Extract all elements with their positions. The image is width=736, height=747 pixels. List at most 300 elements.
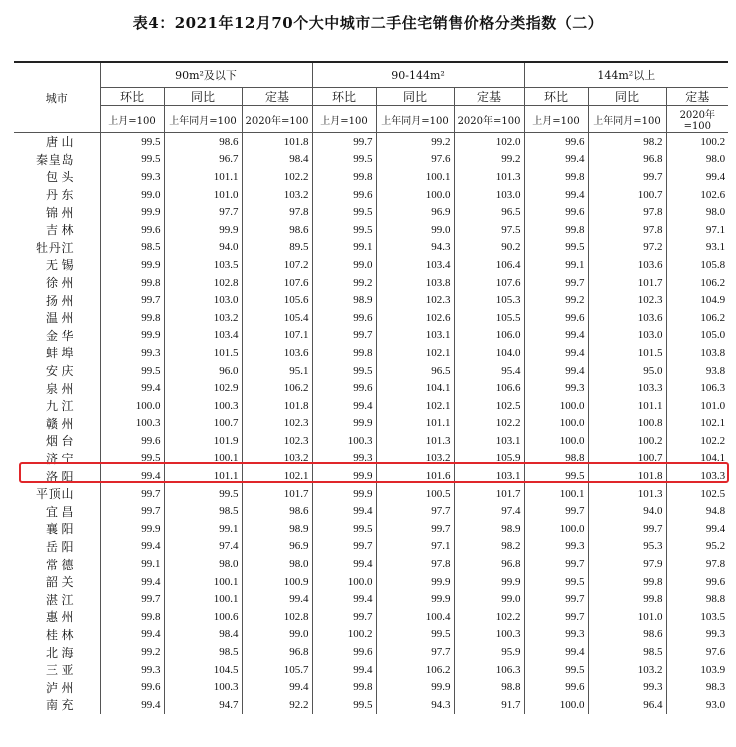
table-row (14, 256, 728, 274)
sub-header-fixed: 定基 (242, 88, 312, 106)
index-value-cell: 102.3 (242, 415, 312, 433)
index-value-cell: 103.6 (588, 309, 666, 327)
index-value-cell: 94.3 (376, 239, 454, 257)
index-value-cell: 97.7 (164, 203, 242, 221)
city-name-cell: 烟台 (46, 434, 74, 449)
index-value-cell: 98.9 (312, 291, 376, 309)
table-row (14, 520, 728, 538)
table-row (14, 696, 728, 714)
index-value-cell: 99.6 (524, 309, 588, 327)
index-value-cell: 100.1 (164, 573, 242, 591)
index-value-cell: 102.1 (376, 344, 454, 362)
index-value-cell: 99.6 (100, 678, 164, 696)
index-value-cell: 98.3 (666, 678, 728, 696)
table-row (14, 203, 728, 221)
index-value-cell: 102.2 (454, 608, 524, 626)
index-value-cell: 104.1 (376, 379, 454, 397)
index-value-cell: 99.4 (524, 362, 588, 380)
index-value-cell: 100.7 (588, 186, 666, 204)
index-value-cell: 99.4 (100, 467, 164, 485)
base-header-last-month: 上月=100 (524, 106, 588, 133)
index-value-cell: 103.1 (454, 467, 524, 485)
index-value-cell: 99.1 (164, 520, 242, 538)
index-value-cell: 99.8 (524, 168, 588, 186)
index-value-cell: 105.7 (242, 661, 312, 679)
index-value-cell: 94.0 (164, 239, 242, 257)
index-value-cell: 99.9 (376, 590, 454, 608)
index-value-cell: 107.2 (242, 256, 312, 274)
index-value-cell: 99.6 (100, 432, 164, 450)
index-value-cell: 102.3 (242, 432, 312, 450)
sub-header-mom: 环比 (100, 88, 164, 106)
index-value-cell: 99.4 (312, 502, 376, 520)
index-value-cell: 106.2 (376, 661, 454, 679)
index-value-cell: 101.5 (588, 344, 666, 362)
base-header-last-year: 上年同月=100 (376, 106, 454, 133)
index-value-cell: 103.1 (376, 327, 454, 345)
base-header-last-month: 上月=100 (312, 106, 376, 133)
index-value-cell: 98.0 (164, 555, 242, 573)
index-value-cell: 99.9 (100, 203, 164, 221)
base-header-2020: 2020年=100 (454, 106, 524, 133)
table-row (14, 291, 728, 309)
index-value-cell: 102.5 (666, 485, 728, 503)
index-value-cell: 99.9 (312, 485, 376, 503)
index-value-cell: 99.9 (454, 573, 524, 591)
index-value-cell: 99.6 (312, 186, 376, 204)
index-value-cell: 99.5 (100, 133, 164, 151)
table-row (14, 643, 728, 661)
index-value-cell: 105.0 (666, 327, 728, 345)
table-row (14, 274, 728, 292)
group-header-small: 90m²及以下 (100, 62, 312, 88)
index-value-cell: 104.0 (454, 344, 524, 362)
index-value-cell: 99.6 (312, 379, 376, 397)
index-value-cell: 99.9 (376, 573, 454, 591)
index-value-cell: 99.4 (242, 590, 312, 608)
index-value-cell: 100.1 (376, 168, 454, 186)
index-value-cell: 104.5 (164, 661, 242, 679)
index-value-cell: 99.0 (454, 590, 524, 608)
index-value-cell: 97.4 (454, 502, 524, 520)
index-value-cell: 100.1 (164, 590, 242, 608)
index-value-cell: 99.6 (666, 573, 728, 591)
city-name-cell: 宜昌 (46, 504, 74, 519)
index-value-cell: 106.2 (666, 274, 728, 292)
index-value-cell: 101.1 (164, 467, 242, 485)
index-value-cell: 100.7 (588, 450, 666, 468)
index-value-cell: 95.9 (454, 643, 524, 661)
index-value-cell: 89.5 (242, 239, 312, 257)
index-value-cell: 99.7 (312, 608, 376, 626)
index-value-cell: 99.4 (666, 520, 728, 538)
city-name-cell: 泉州 (46, 381, 74, 396)
index-value-cell: 105.9 (454, 450, 524, 468)
index-value-cell: 95.3 (588, 538, 666, 556)
index-value-cell: 101.1 (376, 415, 454, 433)
index-value-cell: 103.8 (666, 344, 728, 362)
index-value-cell: 99.3 (666, 626, 728, 644)
index-value-cell: 99.5 (312, 221, 376, 239)
index-value-cell: 100.3 (454, 626, 524, 644)
index-value-cell: 100.8 (588, 415, 666, 433)
index-value-cell: 99.5 (100, 362, 164, 380)
index-value-cell: 99.6 (312, 309, 376, 327)
index-value-cell: 96.4 (588, 696, 666, 714)
table-row (14, 309, 728, 327)
city-name-cell: 锦州 (46, 205, 74, 220)
index-value-cell: 103.3 (666, 467, 728, 485)
index-value-cell: 102.9 (164, 379, 242, 397)
index-value-cell: 99.2 (454, 151, 524, 169)
index-value-cell: 99.7 (524, 274, 588, 292)
index-value-cell: 99.7 (524, 555, 588, 573)
index-value-cell: 99.7 (100, 502, 164, 520)
table-row (14, 344, 728, 362)
index-value-cell: 102.6 (376, 309, 454, 327)
city-name-cell: 岳阳 (46, 539, 74, 554)
index-value-cell: 98.4 (164, 626, 242, 644)
index-value-cell: 103.2 (242, 450, 312, 468)
index-value-cell: 99.3 (100, 168, 164, 186)
index-value-cell: 100.4 (376, 608, 454, 626)
index-value-cell: 99.5 (524, 573, 588, 591)
index-value-cell: 99.5 (100, 151, 164, 169)
price-index-table-wrapper (14, 61, 728, 714)
base-header-2020: 2020年=100 (666, 106, 728, 133)
index-value-cell: 101.5 (164, 344, 242, 362)
index-value-cell: 103.6 (588, 256, 666, 274)
index-value-cell: 98.2 (454, 538, 524, 556)
index-value-cell: 99.1 (524, 256, 588, 274)
index-value-cell: 97.6 (376, 151, 454, 169)
index-value-cell: 99.5 (312, 203, 376, 221)
index-value-cell: 100.3 (164, 397, 242, 415)
index-value-cell: 99.7 (376, 520, 454, 538)
index-value-cell: 99.4 (524, 344, 588, 362)
index-value-cell: 99.5 (376, 626, 454, 644)
table-row (14, 379, 728, 397)
index-value-cell: 99.7 (588, 520, 666, 538)
index-value-cell: 99.2 (524, 291, 588, 309)
index-value-cell: 98.2 (588, 133, 666, 151)
index-value-cell: 99.7 (524, 590, 588, 608)
index-value-cell: 102.5 (454, 397, 524, 415)
index-value-cell: 94.8 (666, 502, 728, 520)
index-value-cell: 98.5 (164, 502, 242, 520)
index-value-cell: 101.0 (666, 397, 728, 415)
index-value-cell: 103.5 (666, 608, 728, 626)
index-value-cell: 99.5 (312, 151, 376, 169)
index-value-cell: 99.4 (100, 573, 164, 591)
index-value-cell: 99.8 (524, 221, 588, 239)
table-row (14, 168, 728, 186)
index-value-cell: 103.4 (164, 327, 242, 345)
index-value-cell: 105.6 (242, 291, 312, 309)
sub-header-yoy: 同比 (164, 88, 242, 106)
index-value-cell: 100.0 (524, 397, 588, 415)
index-value-cell: 101.7 (454, 485, 524, 503)
city-name-cell: 丹东 (46, 188, 74, 203)
index-value-cell: 106.2 (242, 379, 312, 397)
table-row (14, 397, 728, 415)
index-value-cell: 101.3 (588, 485, 666, 503)
index-value-cell: 99.0 (100, 186, 164, 204)
index-value-cell: 102.8 (164, 274, 242, 292)
table-row (14, 432, 728, 450)
index-value-cell: 101.8 (588, 467, 666, 485)
city-name-cell: 牡丹江 (36, 240, 74, 255)
index-value-cell: 99.4 (312, 397, 376, 415)
index-value-cell: 97.8 (588, 221, 666, 239)
index-value-cell: 103.0 (164, 291, 242, 309)
index-value-cell: 99.7 (588, 168, 666, 186)
index-value-cell: 99.9 (312, 467, 376, 485)
index-value-cell: 99.7 (100, 590, 164, 608)
index-value-cell: 103.8 (376, 274, 454, 292)
index-value-cell: 97.5 (454, 221, 524, 239)
index-value-cell: 99.3 (524, 538, 588, 556)
index-value-cell: 102.2 (666, 432, 728, 450)
index-value-cell: 102.1 (376, 397, 454, 415)
index-value-cell: 95.4 (454, 362, 524, 380)
table-row (14, 678, 728, 696)
index-value-cell: 102.1 (666, 415, 728, 433)
index-value-cell: 102.2 (454, 415, 524, 433)
index-value-cell: 99.8 (312, 344, 376, 362)
index-value-cell: 101.1 (588, 397, 666, 415)
index-value-cell: 100.0 (524, 520, 588, 538)
table-title: 表4：2021年12月70个大中城市二手住宅销售价格分类指数（二） (132, 14, 604, 32)
city-name-cell: 蚌埠 (46, 346, 74, 361)
index-value-cell: 105.4 (242, 309, 312, 327)
sub-header-yoy: 同比 (376, 88, 454, 106)
table-row (14, 133, 728, 151)
table-row (14, 538, 728, 556)
index-value-cell: 101.7 (242, 485, 312, 503)
index-value-cell: 96.5 (454, 203, 524, 221)
index-value-cell: 103.2 (588, 661, 666, 679)
base-header-last-year: 上年同月=100 (588, 106, 666, 133)
index-value-cell: 102.1 (242, 467, 312, 485)
table-body (14, 133, 728, 714)
index-value-cell: 101.3 (454, 168, 524, 186)
index-value-cell: 103.2 (376, 450, 454, 468)
index-value-cell: 102.3 (588, 291, 666, 309)
city-name-cell: 金华 (46, 328, 74, 343)
index-value-cell: 96.8 (242, 643, 312, 661)
index-value-cell: 103.1 (454, 432, 524, 450)
index-value-cell: 99.5 (312, 520, 376, 538)
index-value-cell: 99.6 (524, 133, 588, 151)
table-row (14, 362, 728, 380)
index-value-cell: 99.5 (524, 239, 588, 257)
index-value-cell: 99.4 (100, 626, 164, 644)
index-value-cell: 99.8 (100, 309, 164, 327)
index-value-cell: 106.3 (666, 379, 728, 397)
index-value-cell: 99.3 (524, 379, 588, 397)
index-value-cell: 99.0 (376, 221, 454, 239)
index-value-cell: 102.6 (666, 186, 728, 204)
index-value-cell: 100.0 (100, 397, 164, 415)
city-name-cell: 惠州 (46, 610, 74, 625)
index-value-cell: 103.3 (588, 379, 666, 397)
index-value-cell: 94.0 (588, 502, 666, 520)
city-name-cell: 常德 (46, 557, 74, 572)
index-value-cell: 97.6 (666, 643, 728, 661)
city-name-cell: 唐山 (46, 135, 74, 150)
table-row (14, 590, 728, 608)
index-value-cell: 90.2 (454, 239, 524, 257)
table-row (14, 485, 728, 503)
city-name-cell: 襄阳 (46, 522, 74, 537)
index-value-cell: 99.2 (100, 643, 164, 661)
city-name-cell: 温州 (46, 311, 74, 326)
index-value-cell: 97.2 (588, 239, 666, 257)
index-value-cell: 99.4 (524, 643, 588, 661)
index-value-cell: 97.8 (242, 203, 312, 221)
table-row (14, 661, 728, 679)
index-value-cell: 99.5 (164, 485, 242, 503)
index-value-cell: 104.1 (666, 450, 728, 468)
index-value-cell: 105.3 (454, 291, 524, 309)
index-value-cell: 99.7 (100, 291, 164, 309)
index-value-cell: 96.8 (454, 555, 524, 573)
index-value-cell: 105.5 (454, 309, 524, 327)
index-value-cell: 101.1 (164, 168, 242, 186)
index-value-cell: 103.5 (164, 256, 242, 274)
index-value-cell: 99.8 (100, 608, 164, 626)
index-value-cell: 104.9 (666, 291, 728, 309)
index-value-cell: 101.8 (242, 133, 312, 151)
index-value-cell: 96.8 (588, 151, 666, 169)
index-value-cell: 96.5 (376, 362, 454, 380)
index-value-cell: 101.7 (588, 274, 666, 292)
index-value-cell: 100.0 (524, 432, 588, 450)
city-name-cell: 赣州 (46, 416, 74, 431)
index-value-cell: 99.4 (312, 661, 376, 679)
group-header-medium: 90-144m² (312, 62, 524, 88)
index-value-cell: 95.0 (588, 362, 666, 380)
index-value-cell: 98.6 (588, 626, 666, 644)
city-name-cell: 包头 (46, 170, 74, 185)
table-row (14, 555, 728, 573)
table-row (14, 467, 728, 485)
index-value-cell: 107.1 (242, 327, 312, 345)
table-row (14, 573, 728, 591)
index-value-cell: 105.8 (666, 256, 728, 274)
index-value-cell: 99.3 (588, 678, 666, 696)
index-value-cell: 97.4 (164, 538, 242, 556)
index-value-cell: 102.8 (242, 608, 312, 626)
table-row (14, 186, 728, 204)
city-name-cell: 泸州 (46, 680, 74, 695)
index-value-cell: 101.6 (376, 467, 454, 485)
index-value-cell: 99.3 (100, 344, 164, 362)
index-value-cell: 99.3 (312, 450, 376, 468)
index-value-cell: 102.3 (376, 291, 454, 309)
index-value-cell: 99.8 (588, 590, 666, 608)
index-value-cell: 99.6 (100, 221, 164, 239)
index-value-cell: 100.9 (242, 573, 312, 591)
index-value-cell: 103.0 (588, 327, 666, 345)
index-value-cell: 101.9 (164, 432, 242, 450)
index-value-cell: 96.9 (242, 538, 312, 556)
index-value-cell: 99.5 (312, 696, 376, 714)
index-value-cell: 99.9 (312, 415, 376, 433)
index-value-cell: 99.4 (100, 379, 164, 397)
table-row (14, 626, 728, 644)
index-value-cell: 100.7 (164, 415, 242, 433)
index-value-cell: 99.7 (524, 608, 588, 626)
table-row (14, 450, 728, 468)
table-row (14, 239, 728, 257)
index-value-cell: 99.4 (524, 327, 588, 345)
index-value-cell: 98.0 (666, 151, 728, 169)
index-value-cell: 99.4 (100, 538, 164, 556)
city-name-cell: 桂林 (46, 627, 74, 642)
city-name-cell: 九江 (46, 399, 74, 414)
index-value-cell: 99.5 (524, 467, 588, 485)
index-value-cell: 98.5 (100, 239, 164, 257)
index-value-cell: 93.8 (666, 362, 728, 380)
index-value-cell: 98.6 (164, 133, 242, 151)
sub-header-fixed: 定基 (666, 88, 728, 106)
index-value-cell: 98.5 (588, 643, 666, 661)
index-value-cell: 101.8 (242, 397, 312, 415)
index-value-cell: 98.8 (524, 450, 588, 468)
index-value-cell: 99.0 (312, 256, 376, 274)
index-value-cell: 97.1 (666, 221, 728, 239)
index-value-cell: 99.7 (312, 327, 376, 345)
city-name-cell: 吉林 (46, 223, 74, 238)
index-value-cell: 99.0 (242, 626, 312, 644)
index-value-cell: 98.8 (454, 678, 524, 696)
index-value-cell: 99.7 (312, 538, 376, 556)
index-value-cell: 99.4 (524, 151, 588, 169)
table-row (14, 415, 728, 433)
index-value-cell: 98.4 (242, 151, 312, 169)
sub-header-yoy: 同比 (588, 88, 666, 106)
index-value-cell: 99.2 (312, 274, 376, 292)
index-value-cell: 99.9 (164, 221, 242, 239)
city-name-cell: 北海 (46, 645, 74, 660)
index-value-cell: 107.6 (454, 274, 524, 292)
index-value-cell: 97.7 (376, 643, 454, 661)
index-value-cell: 98.9 (242, 520, 312, 538)
index-value-cell: 102.2 (242, 168, 312, 186)
index-value-cell: 106.2 (666, 309, 728, 327)
index-value-cell: 99.9 (100, 256, 164, 274)
index-value-cell: 100.1 (164, 450, 242, 468)
index-value-cell: 100.0 (376, 186, 454, 204)
index-value-cell: 96.7 (164, 151, 242, 169)
index-value-cell: 100.2 (312, 626, 376, 644)
index-value-cell: 99.8 (100, 274, 164, 292)
index-value-cell: 99.7 (524, 502, 588, 520)
index-value-cell: 99.4 (524, 186, 588, 204)
index-value-cell: 106.0 (454, 327, 524, 345)
index-value-cell: 99.1 (312, 239, 376, 257)
index-value-cell: 103.6 (242, 344, 312, 362)
index-value-cell: 101.3 (376, 432, 454, 450)
sub-header-mom: 环比 (524, 88, 588, 106)
index-value-cell: 101.0 (164, 186, 242, 204)
index-value-cell: 99.4 (312, 555, 376, 573)
base-header-2020: 2020年=100 (242, 106, 312, 133)
index-value-cell: 103.2 (242, 186, 312, 204)
index-value-cell: 100.5 (376, 485, 454, 503)
